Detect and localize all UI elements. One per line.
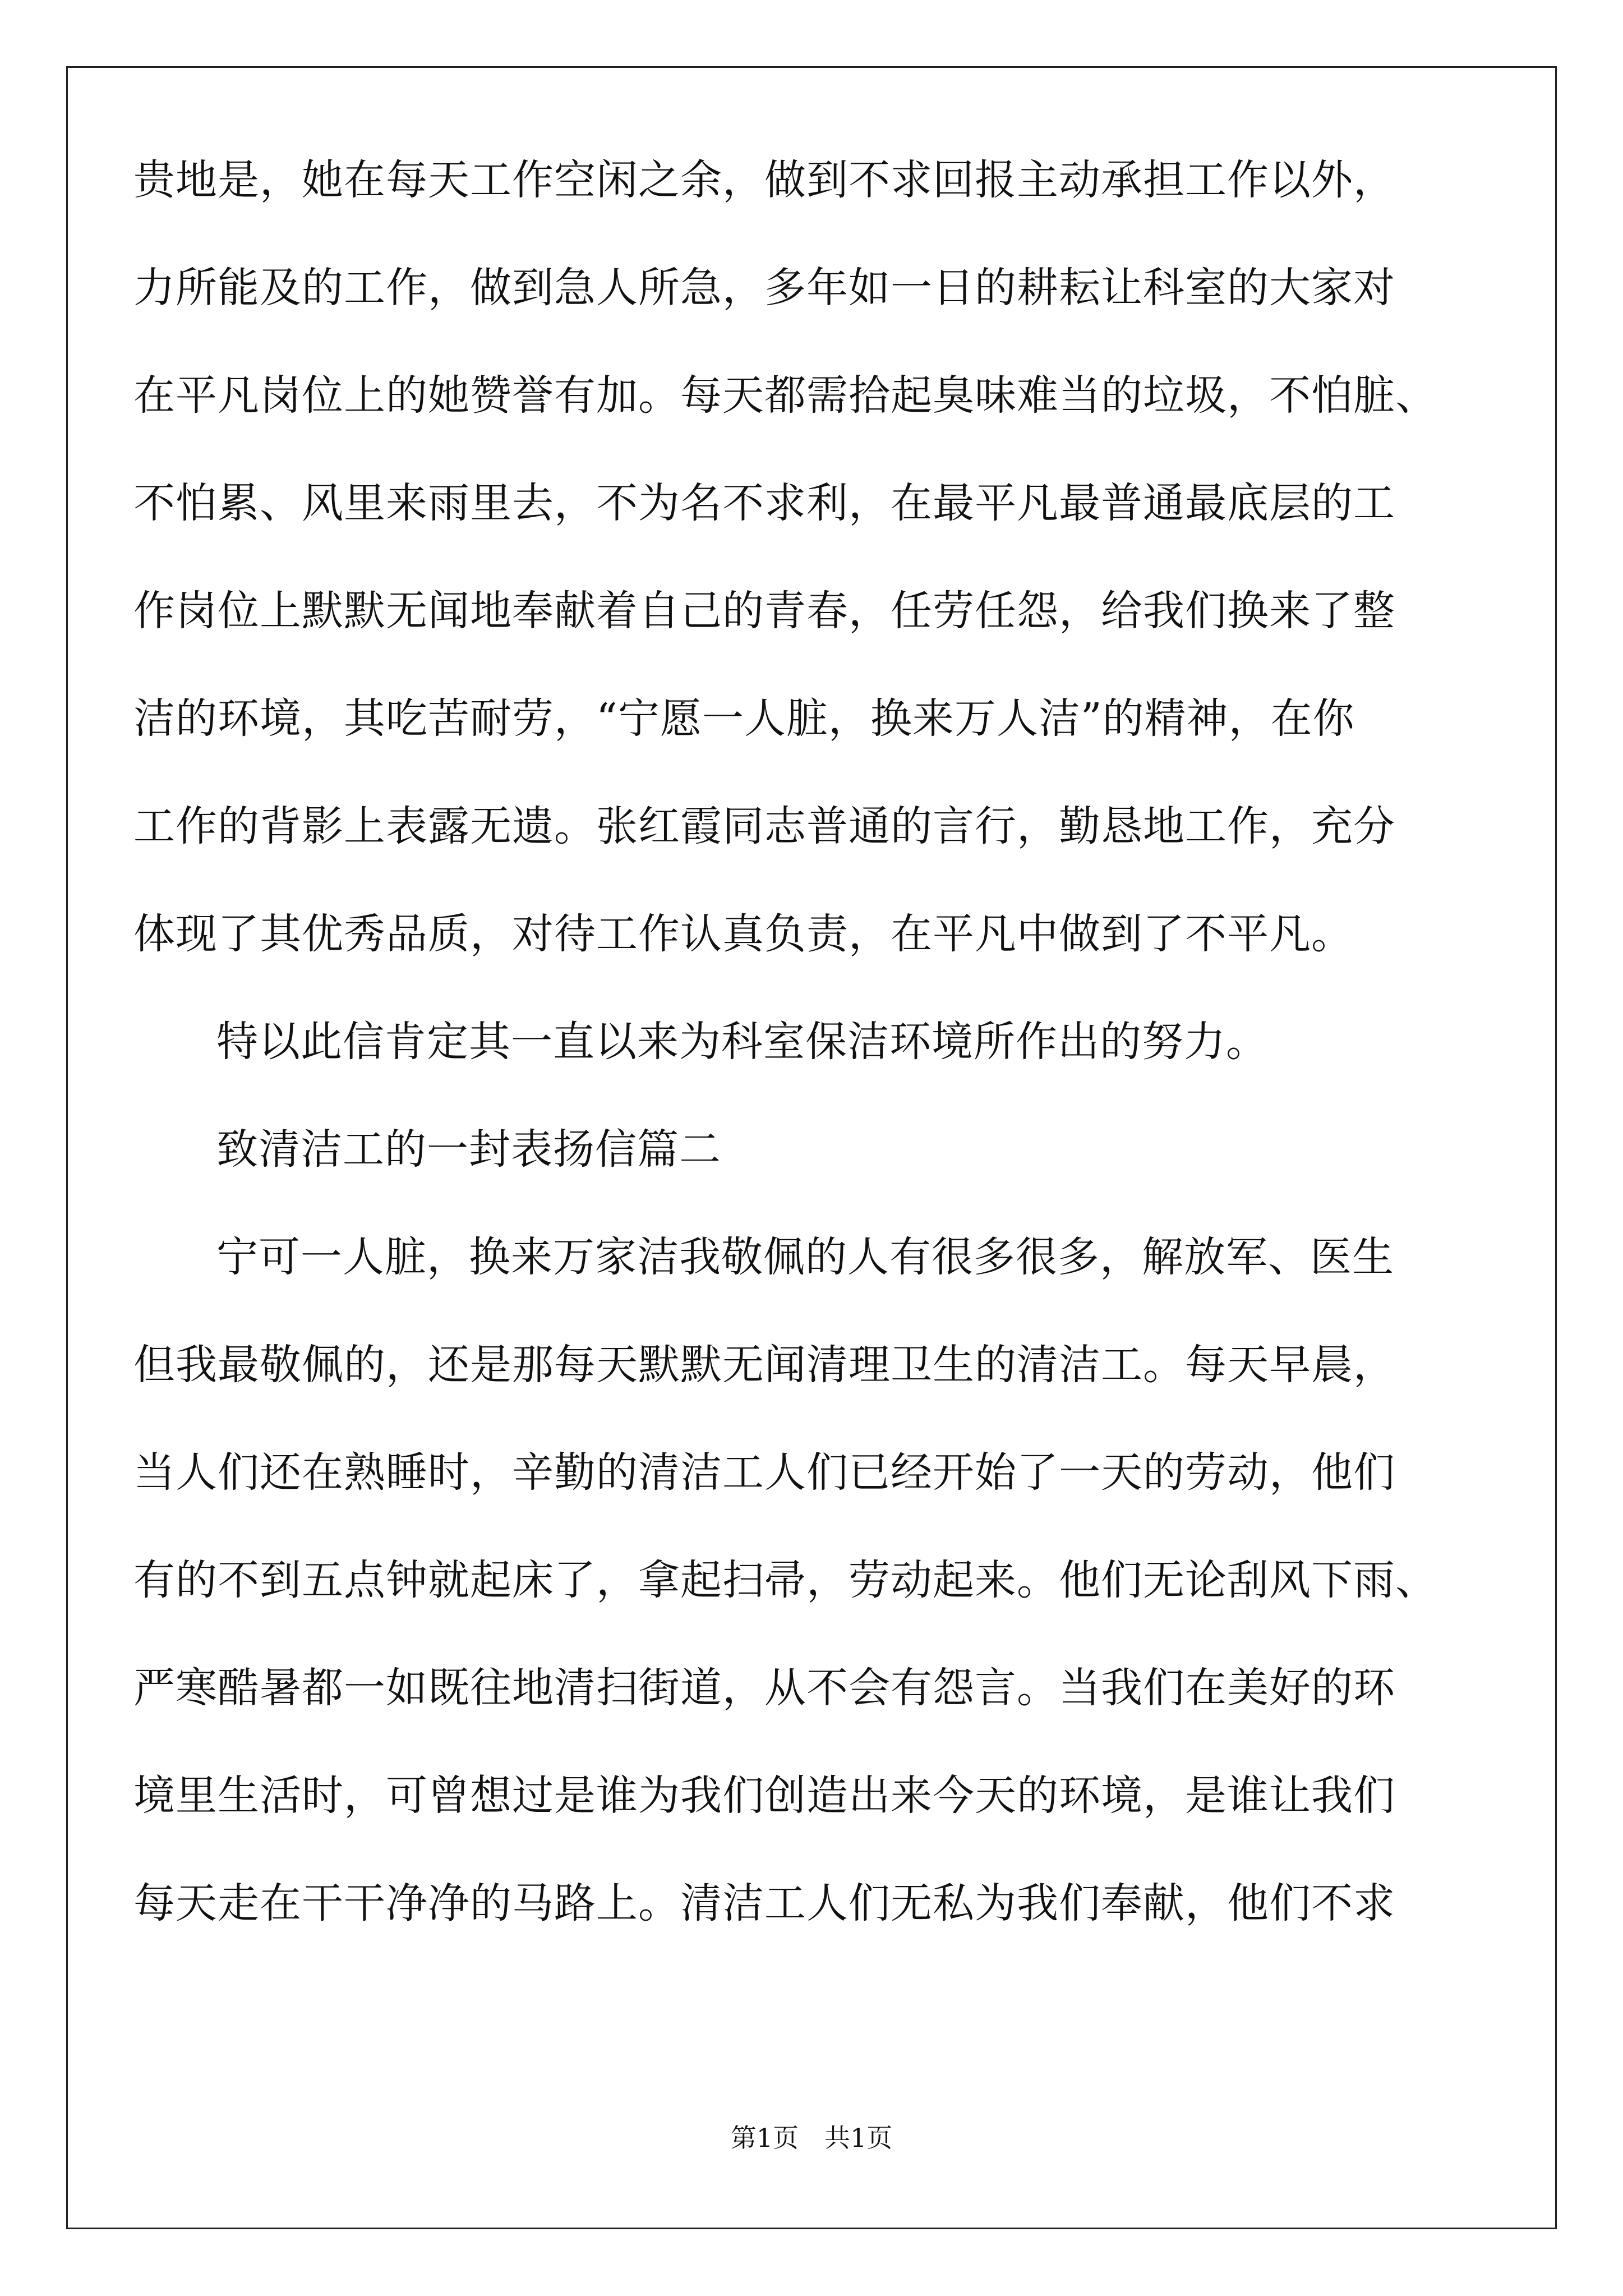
text-line: 贵地是，她在每天工作空闲之余，做到不求回报主动承担工作以外， [133, 156, 1395, 204]
text-line: 境里生活时，可曾想过是谁为我们创造出来今天的环境，是谁让我们 [133, 1772, 1395, 1820]
text-line: 洁的环境，其吃苦耐劳，“宁愿一人脏，换来万人洁”的精神，在你 [133, 694, 1355, 743]
text-line: 作岗位上默默无闻地奉献着自己的青春，任劳任怨，给我们换来了整 [133, 587, 1395, 635]
text-line: 力所能及的工作，做到急人所急，多年如一日的耕耘让科室的大家对 [133, 264, 1395, 312]
text-line: 在平凡岗位上的她赞誉有加。每天都需拾起臭味难当的垃圾，不怕脏、 [133, 371, 1437, 420]
section-heading: 致清洁工的一封表扬信篇二 [216, 1125, 721, 1174]
text-line: 宁可一人脏，换来万家洁我敬佩的人有很多很多，解放军、医生 [216, 1233, 1394, 1281]
text-line: 特以此信肯定其一直以来为科室保洁环境所作出的努力。 [216, 1018, 1268, 1066]
text-line: 有的不到五点钟就起床了，拿起扫帚，劳动起来。他们无论刮风下雨、 [133, 1556, 1437, 1604]
text-line: 当人们还在熟睡时，辛勤的清洁工人们已经开始了一天的劳动，他们 [133, 1448, 1395, 1497]
page-number-footer: 第1页 共1页 [730, 2123, 893, 2153]
text-line: 严寒酷暑都一如既往地清扫街道，从不会有怨言。当我们在美好的环 [133, 1664, 1395, 1712]
text-line: 每天走在干干净净的马路上。清洁工人们无私为我们奉献，他们不求 [133, 1879, 1395, 1927]
text-line: 工作的背影上表露无遗。张红霞同志普通的言行，勤恳地工作，充分 [133, 802, 1395, 850]
text-line: 体现了其优秀品质，对待工作认真负责，在平凡中做到了不平凡。 [133, 910, 1353, 958]
text-line: 不怕累、风里来雨里去，不为名不求利，在最平凡最普通最底层的工 [133, 479, 1395, 527]
text-line: 但我最敬佩的，还是那每天默默无闻清理卫生的清洁工。每天早晨， [133, 1341, 1395, 1389]
